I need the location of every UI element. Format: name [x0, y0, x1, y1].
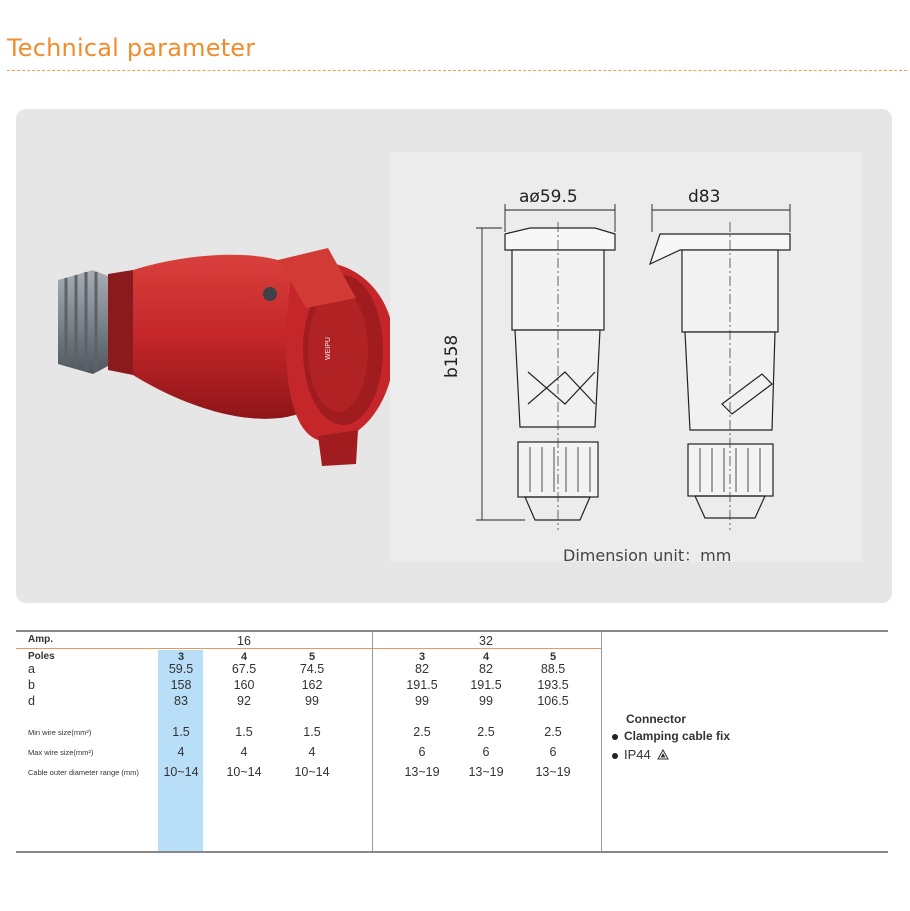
- table-cell: 2.5: [544, 725, 562, 739]
- table-cell: 10~14: [226, 765, 262, 779]
- table-cell: 83: [174, 694, 188, 708]
- row-label: Min wire size(mm²): [28, 728, 92, 737]
- group-divider: [372, 632, 373, 851]
- table-cell: 13~19: [535, 765, 571, 779]
- warning-triangle-icon: [657, 749, 669, 760]
- table-cell: 162: [301, 678, 323, 692]
- title-divider: [7, 70, 907, 71]
- row-label: b: [28, 678, 35, 692]
- features-title: Connector: [626, 712, 686, 726]
- table-cell: 99: [305, 694, 319, 708]
- table-cell: 2.5: [413, 725, 431, 739]
- table-cell: 13~19: [404, 765, 440, 779]
- feature-item-ip44: IP44: [612, 747, 669, 762]
- dim-label-a: aø59.5: [519, 187, 578, 207]
- feature-item-clamping: Clamping cable fix: [612, 729, 730, 743]
- row-label: d: [28, 694, 35, 708]
- dim-label-d: d83: [688, 187, 721, 207]
- poles-value: 4: [240, 651, 248, 663]
- table-cell: 74.5: [299, 662, 325, 676]
- table-cell: 10~14: [294, 765, 330, 779]
- page-title: Technical parameter: [7, 34, 256, 62]
- header-divider: [16, 648, 601, 649]
- poles-label: Poles: [28, 651, 55, 662]
- bullet-icon: [612, 734, 618, 740]
- table-cell: 1.5: [303, 725, 321, 739]
- table-cell: 6: [482, 745, 490, 759]
- spec-table: [16, 630, 888, 854]
- table-cell: 4: [308, 745, 316, 759]
- table-cell: 158: [170, 678, 192, 692]
- poles-value: 4: [482, 651, 490, 663]
- poles-value: 3: [177, 651, 185, 663]
- amp-group-16: 16: [237, 634, 251, 648]
- amp-group-32: 32: [479, 634, 493, 648]
- row-label: a: [28, 662, 35, 676]
- table-cell: 1.5: [235, 725, 253, 739]
- product-photo: [38, 240, 408, 480]
- table-cell: 191.5: [470, 678, 502, 692]
- dim-label-b: b158: [442, 334, 462, 378]
- table-cell: 4: [240, 745, 248, 759]
- table-cell: 88.5: [540, 662, 566, 676]
- table-cell: 82: [479, 662, 493, 676]
- table-cell: 10~14: [163, 765, 199, 779]
- poles-value: 5: [549, 651, 557, 663]
- table-cell: 4: [177, 745, 185, 759]
- table-cell: 6: [549, 745, 557, 759]
- table-cell: 191.5: [406, 678, 438, 692]
- table-top-rule: [16, 630, 888, 632]
- amp-label: Amp.: [28, 634, 53, 645]
- poles-value: 5: [308, 651, 316, 663]
- features-divider: [601, 632, 602, 851]
- table-bottom-rule: [16, 851, 888, 853]
- table-cell: 92: [237, 694, 251, 708]
- table-cell: 67.5: [231, 662, 257, 676]
- table-cell: 59.5: [168, 662, 194, 676]
- table-cell: 1.5: [172, 725, 190, 739]
- table-cell: 2.5: [477, 725, 495, 739]
- table-cell: 99: [415, 694, 429, 708]
- table-cell: 82: [415, 662, 429, 676]
- dimension-unit-caption: Dimension unit：mm: [563, 546, 732, 565]
- table-cell: 193.5: [537, 678, 569, 692]
- table-cell: 13~19: [468, 765, 504, 779]
- row-label: Cable outer diameter range (mm): [28, 768, 139, 777]
- table-cell: 106.5: [537, 694, 569, 708]
- poles-value: 3: [418, 651, 426, 663]
- table-cell: 99: [479, 694, 493, 708]
- table-cell: 6: [418, 745, 426, 759]
- svg-text:WEIPU: WEIPU: [325, 337, 332, 360]
- row-label: Max wire size(mm²): [28, 748, 94, 757]
- table-cell: 160: [233, 678, 255, 692]
- bullet-icon: [612, 753, 618, 759]
